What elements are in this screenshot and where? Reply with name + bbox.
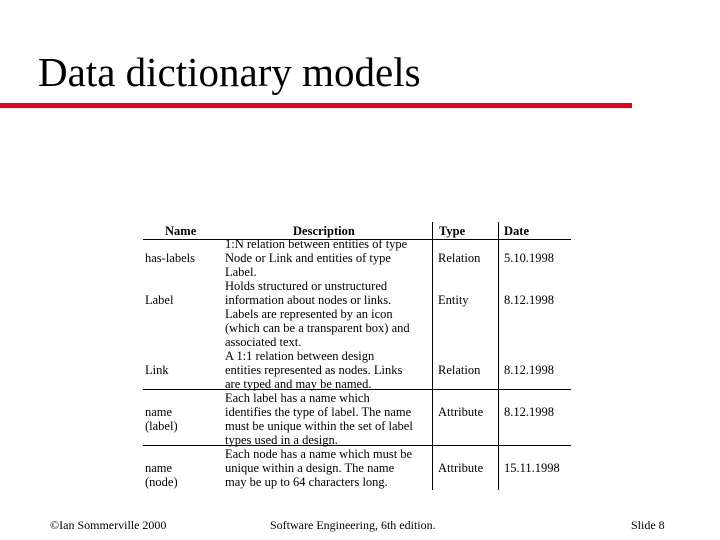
cell-description-line: Labels are represented by an icon	[225, 307, 393, 321]
cell-date: 15.11.1998	[504, 461, 560, 475]
cell-description-line: unique within a design. The name	[225, 461, 395, 475]
cell-description-line: Label.	[225, 265, 257, 279]
header-name: Name	[165, 224, 197, 238]
cell-description-line: must be unique within the set of label	[225, 419, 413, 433]
footer-copyright: ©Ian Sommerville 2000	[50, 518, 167, 532]
title-underline	[0, 103, 632, 108]
cell-description-line: A 1:1 relation between design	[225, 349, 375, 363]
row-divider-label-name	[143, 445, 571, 446]
cell-description-line: are typed and may be named.	[225, 377, 372, 391]
slide-title: Data dictionary models	[38, 49, 421, 95]
cell-name: name (node)	[145, 461, 178, 489]
cell-type: Relation	[438, 363, 481, 377]
cell-name: Link	[145, 363, 169, 377]
cell-date: 8.12.1998	[504, 363, 554, 377]
cell-type: Attribute	[438, 405, 484, 419]
cell-description-line: entities represented as nodes. Links	[225, 363, 403, 377]
cell-type: Attribute	[438, 461, 484, 475]
header-date: Date	[504, 224, 529, 238]
header-type: Type	[439, 224, 466, 238]
data-dictionary-table	[143, 222, 571, 490]
column-divider-type	[432, 222, 433, 490]
cell-name: has-labels	[145, 251, 195, 265]
cell-name: name (label)	[145, 405, 178, 433]
cell-name: Label	[145, 293, 174, 307]
cell-description-line: Each node has a name which must be	[225, 447, 413, 461]
cell-description-line: may be up to 64 characters long.	[225, 475, 388, 489]
cell-description-line: Holds structured or unstructured	[225, 279, 388, 293]
header-description: Description	[293, 224, 355, 238]
cell-description-line: identifies the type of label. The name	[225, 405, 412, 419]
cell-description-line: types used in a design.	[225, 433, 338, 447]
cell-date: 8.12.1998	[504, 405, 554, 419]
footer-book: Software Engineering, 6th edition.	[270, 518, 436, 532]
footer-slide-number: Slide 8	[631, 518, 665, 532]
cell-type: Relation	[438, 251, 481, 265]
cell-type: Entity	[438, 293, 469, 307]
cell-description-line: information about nodes or links.	[225, 293, 392, 307]
cell-date: 8.12.1998	[504, 293, 554, 307]
cell-description-line: Node or Link and entities of type	[225, 251, 391, 265]
cell-description-line: 1:N relation between entities of type	[225, 237, 408, 251]
cell-description-line: associated text.	[225, 335, 302, 349]
cell-description-line: Each label has a name which	[225, 391, 370, 405]
column-divider-date	[498, 222, 499, 490]
cell-date: 5.10.1998	[504, 251, 554, 265]
cell-description-line: (which can be a transparent box) and	[225, 321, 410, 335]
